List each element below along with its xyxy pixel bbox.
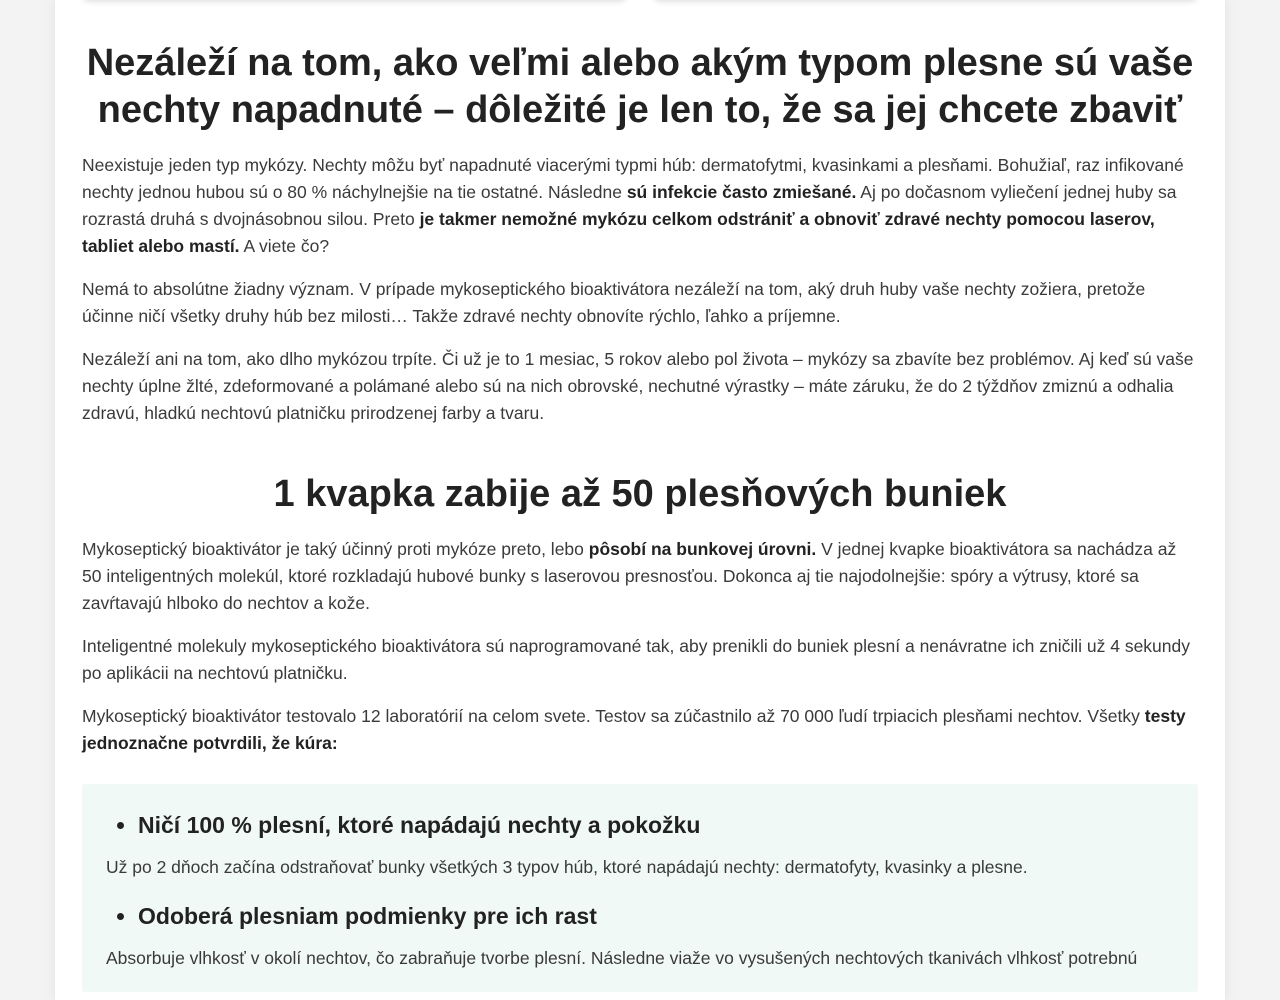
bold-segment: sú infekcie často zmiešané.	[626, 182, 857, 202]
paragraph-laboratories	[82, 703, 1198, 757]
bullet-icon	[117, 822, 124, 829]
paragraph-mycosis-types	[82, 152, 1198, 260]
text-segment: Aj po dočasnom vyliečení jednej huby sa rozrastá druhá s dvojnásobnou silou. Preto	[82, 182, 1177, 229]
section-heading-drop: 1 kvapka zabije až 50 plesňových buniek	[273, 473, 1007, 515]
text-segment: A viete čo?	[239, 236, 330, 256]
bold-segment: pôsobí na bunkovej úrovni.	[588, 539, 817, 559]
benefit-title-text: Odoberá plesniam podmienky pre ich rast	[138, 903, 597, 929]
article-page	[55, 0, 1225, 1000]
article-content	[82, 40, 1198, 992]
benefit-title	[106, 899, 1174, 933]
benefit-title-text: Ničí 100 % plesní, ktoré napádajú nechty a pokožku	[138, 812, 701, 838]
paragraph-duration: Nezáleží ani na tom, ako dlho mykózou trpíte. Či už je to 1 mesiac, 5 rokov alebo pol života – mykózy sa zbavíte bez problémov. Aj keď sú vaše nechty úplne žlté, zdeformované a polámané alebo sú na nich obrovské, nechutné výrastky – máte záruku, že do 2 týždňov zmiznú a odhalia zdravú, hladkú nechtovú platničku prirodzenej farby a tvaru.	[82, 349, 1194, 423]
text-segment: V jednej kvapke bioaktivátora sa nachádza až 50 inteligentných molekúl, ktoré rozkladajú hubové bunky s laserovou presnosťou. Dokonca aj tie najodolnejšie: spóry a výtrusy, ktoré sa zavŕtavajú hlboko do nechtov a kože.	[82, 539, 1177, 613]
text-segment: Mykoseptický bioaktivátor testovalo 12 laboratórií na celom svete. Testov sa zúčastnilo až 70 000 ľudí trpiacich plesňami nechtov. Všetky	[82, 706, 1145, 726]
bullet-icon	[117, 913, 124, 920]
benefits-box	[82, 784, 1198, 992]
paragraph-molecules: Inteligentné molekuly mykoseptického bioaktivátora sú naprogramované tak, aby prenikli do buniek plesní a nenávratne ich zničili už 4 sekundy po aplikácii na nechtovú platničku.	[82, 636, 1190, 683]
benefit-text: Absorbuje vlhkosť v okolí nechtov, čo zabraňuje tvorbe plesní. Následne viaže vo vysušených nechtových tkanivách vlhkosť potrebnú	[106, 948, 1138, 968]
benefit-text: Už po 2 dňoch začína odstraňovať bunky všetkých 3 typov húb, ktoré napádajú nechty: dermatofyty, kvasinky a plesne.	[106, 857, 1028, 877]
paragraph-cellular-level	[82, 536, 1198, 617]
paragraph-no-meaning: Nemá to absolútne žiadny význam. V prípade mykoseptického bioaktivátora nezáleží na tom, aký druh huby vaše nechty zožiera, pretože účinne ničí všetky druhy húb bez milosti… Takže zdravé nechty obnovíte rýchlo, ľahko a príjemne.	[82, 279, 1146, 326]
main-heading: Nezáleží na tom, ako veľmi alebo akým typom plesne sú vaše nechty napadnuté – dôležité je len to, že sa jej chcete zbaviť	[86, 42, 1194, 131]
bold-segment: testy jednoznačne potvrdili, že kúra:	[82, 706, 1186, 753]
text-segment: Neexistuje jeden typ mykózy. Nechty môžu byť napadnuté viacerými typmi húb: dermatofytmi, kvasinkami a plesňami. Bohužiaľ, raz infikované nechty jednou hubou sú o 80 % náchylnejšie na tie ostatné. Následne	[82, 155, 1184, 202]
bold-segment: je takmer nemožné mykózu celkom odstrániť a obnoviť zdravé nechty pomocou laserov, tabliet alebo mastí.	[82, 209, 1155, 256]
benefit-title	[106, 808, 1174, 842]
text-segment: Mykoseptický bioaktivátor je taký účinný proti mykóze preto, lebo	[82, 539, 589, 559]
